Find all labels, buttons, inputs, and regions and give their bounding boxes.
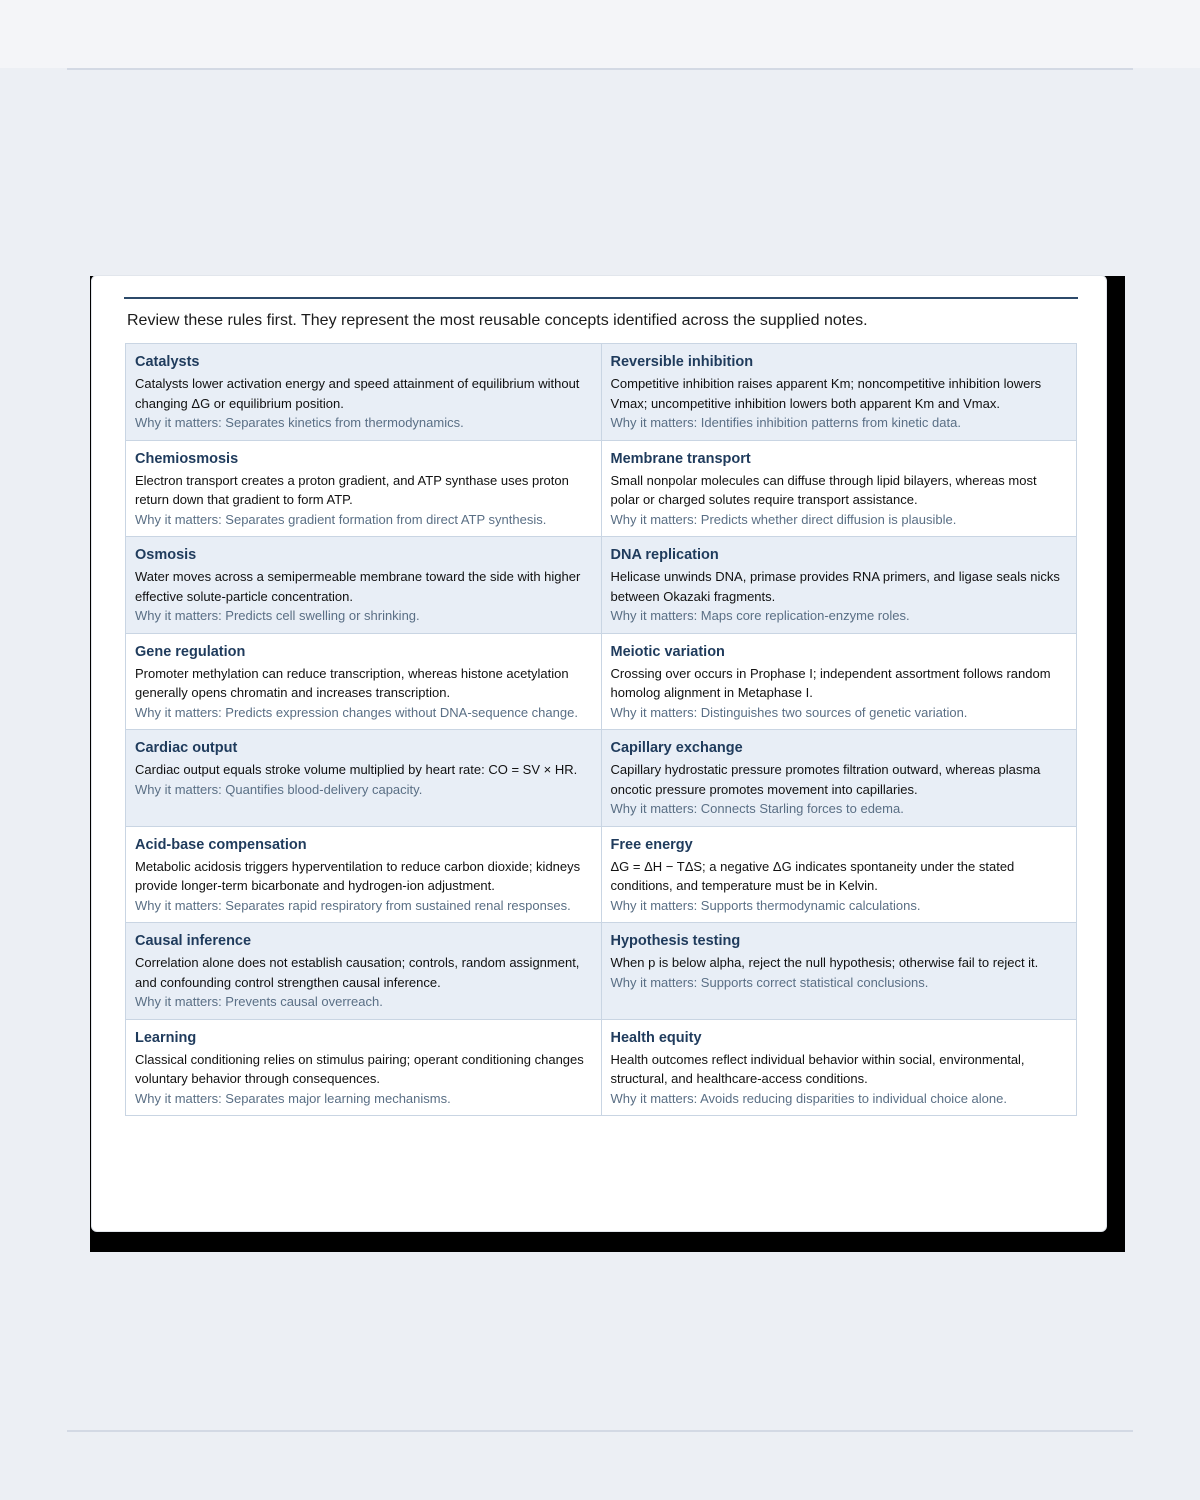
rule-why-it-matters: Why it matters: Predicts expression changes without DNA-sequence change.: [135, 704, 578, 720]
rule-cell: [601, 537, 1077, 634]
rule-why-it-matters: Why it matters: Prevents causal overreach.: [135, 994, 383, 1009]
rule-description: Promoter methylation can reduce transcription, whereas histone acetylation generally opens chromatin and increases transcription.: [135, 665, 569, 700]
rule-cell: [601, 1019, 1077, 1116]
rule-title: Learning: [135, 1029, 197, 1046]
rule-title: Reversible inhibition: [610, 354, 754, 370]
rule-why-it-matters: Why it matters: Separates gradient formation from direct ATP synthesis.: [135, 511, 547, 527]
rule-description: Crossing over occurs in Prophase I; independent assortment follows random homolog alignment in Metaphase I.: [610, 665, 1051, 700]
rule-cell: [126, 826, 602, 923]
rule-description: Water moves across a semipermeable membrane toward the side with higher effective solute-particle concentration.: [135, 569, 581, 604]
rule-title: Catalysts: [135, 354, 200, 370]
rule-why-it-matters: Why it matters: Quantifies blood-delivery capacity.: [135, 781, 423, 797]
rule-why-it-matters: Why it matters: Avoids reducing disparities to individual choice alone.: [610, 1090, 1007, 1106]
rule-cell: [126, 537, 602, 634]
top-divider: [67, 68, 1133, 70]
rule-cell: [601, 633, 1077, 730]
rule-title: Osmosis: [135, 547, 197, 563]
rules-row: [126, 826, 1077, 923]
rule-title: Causal inference: [135, 933, 252, 949]
rule-cell: [126, 440, 602, 537]
rules-row: [126, 537, 1077, 634]
rule-description: Electron transport creates a proton gradient, and ATP synthase uses proton return down that gradient to form ATP.: [135, 472, 569, 507]
rule-why-it-matters: Why it matters: Separates kinetics from thermodynamics.: [135, 415, 464, 430]
rule-why-it-matters: Why it matters: Predicts cell swelling or shrinking.: [135, 608, 420, 623]
rule-cell: [126, 1019, 602, 1116]
rule-cell: [126, 633, 602, 730]
rule-title: Free energy: [610, 836, 693, 853]
bottom-divider: [67, 1430, 1133, 1432]
rule-why-it-matters: Why it matters: Maps core replication-enzyme roles.: [610, 608, 910, 623]
rule-why-it-matters: Why it matters: Supports thermodynamic calculations.: [610, 897, 921, 913]
rule-title: DNA replication: [610, 547, 719, 563]
rule-cell: [601, 826, 1077, 923]
rule-title: Capillary exchange: [610, 740, 743, 756]
rule-description: Competitive inhibition raises apparent Km; noncompetitive inhibition lowers Vmax; uncompetitive inhibition lowers both apparent Km and Vmax.: [610, 376, 1042, 411]
rules-card: [91, 275, 1107, 1232]
rule-description: When p is below alpha, reject the null hypothesis; otherwise fail to reject it.: [610, 955, 1039, 970]
rule-why-it-matters: Why it matters: Distinguishes two sources of genetic variation.: [610, 704, 968, 720]
rule-cell: [601, 730, 1077, 827]
rule-title: Hypothesis testing: [610, 933, 741, 949]
rule-cell: [601, 344, 1077, 441]
rules-row: [126, 1019, 1077, 1116]
intro-text: Review these rules first. They represent the most reusable concepts identified across the supplied notes.: [127, 312, 868, 329]
rules-grid: [125, 343, 1077, 1116]
top-band: [0, 0, 1200, 68]
rule-description: Metabolic acidosis triggers hyperventilation to reduce carbon dioxide; kidneys provide longer-term bicarbonate and hydrogen-ion adjustment.: [135, 858, 581, 893]
rule-description: Health outcomes reflect individual behavior within social, environmental, structural, and healthcare-access conditions.: [610, 1051, 1025, 1086]
rule-title: Meiotic variation: [610, 643, 725, 660]
rule-description: Capillary hydrostatic pressure promotes filtration outward, whereas plasma oncotic pressure promotes movement into capillaries.: [610, 762, 1041, 797]
card-header-rule: [124, 297, 1078, 299]
rules-row: [126, 923, 1077, 1020]
rule-cell: [126, 730, 602, 827]
rule-title: Chemiosmosis: [135, 450, 239, 467]
rules-row: [126, 440, 1077, 537]
rule-title: Membrane transport: [610, 450, 751, 467]
rule-why-it-matters: Why it matters: Connects Starling forces to edema.: [610, 801, 904, 816]
rule-title: Health equity: [610, 1029, 702, 1046]
rule-description: Classical conditioning relies on stimulus pairing; operant conditioning changes voluntary behavior through consequences.: [135, 1051, 584, 1086]
rule-why-it-matters: Why it matters: Separates rapid respiratory from sustained renal responses.: [135, 897, 571, 913]
rule-description: Small nonpolar molecules can diffuse through lipid bilayers, whereas most polar or charged solutes require transport assistance.: [610, 472, 1037, 507]
rule-description: Catalysts lower activation energy and speed attainment of equilibrium without changing ΔG or equilibrium position.: [135, 376, 580, 411]
rule-description: Helicase unwinds DNA, primase provides RNA primers, and ligase seals nicks between Okazaki fragments.: [610, 569, 1060, 604]
rule-why-it-matters: Why it matters: Separates major learning mechanisms.: [135, 1090, 451, 1106]
rule-why-it-matters: Why it matters: Identifies inhibition patterns from kinetic data.: [610, 415, 961, 430]
rule-cell: [126, 344, 602, 441]
rule-cell: [601, 440, 1077, 537]
rule-description: Cardiac output equals stroke volume multiplied by heart rate: CO = SV × HR.: [135, 762, 578, 777]
rule-title: Gene regulation: [135, 643, 246, 660]
rule-why-it-matters: Why it matters: Supports correct statistical conclusions.: [610, 974, 929, 990]
rule-title: Cardiac output: [135, 740, 238, 756]
rule-description: ΔG = ΔH − TΔS; a negative ΔG indicates spontaneity under the stated conditions, and temperature must be in Kelvin.: [610, 858, 1015, 893]
rules-row: [126, 633, 1077, 730]
rule-description: Correlation alone does not establish causation; controls, random assignment, and confounding control strengthen causal inference.: [135, 955, 580, 990]
rules-row: [126, 730, 1077, 827]
rule-title: Acid-base compensation: [135, 836, 307, 853]
rules-row: [126, 344, 1077, 441]
rule-why-it-matters: Why it matters: Predicts whether direct diffusion is plausible.: [610, 511, 957, 527]
rule-cell: [126, 923, 602, 1020]
rule-cell: [601, 923, 1077, 1020]
